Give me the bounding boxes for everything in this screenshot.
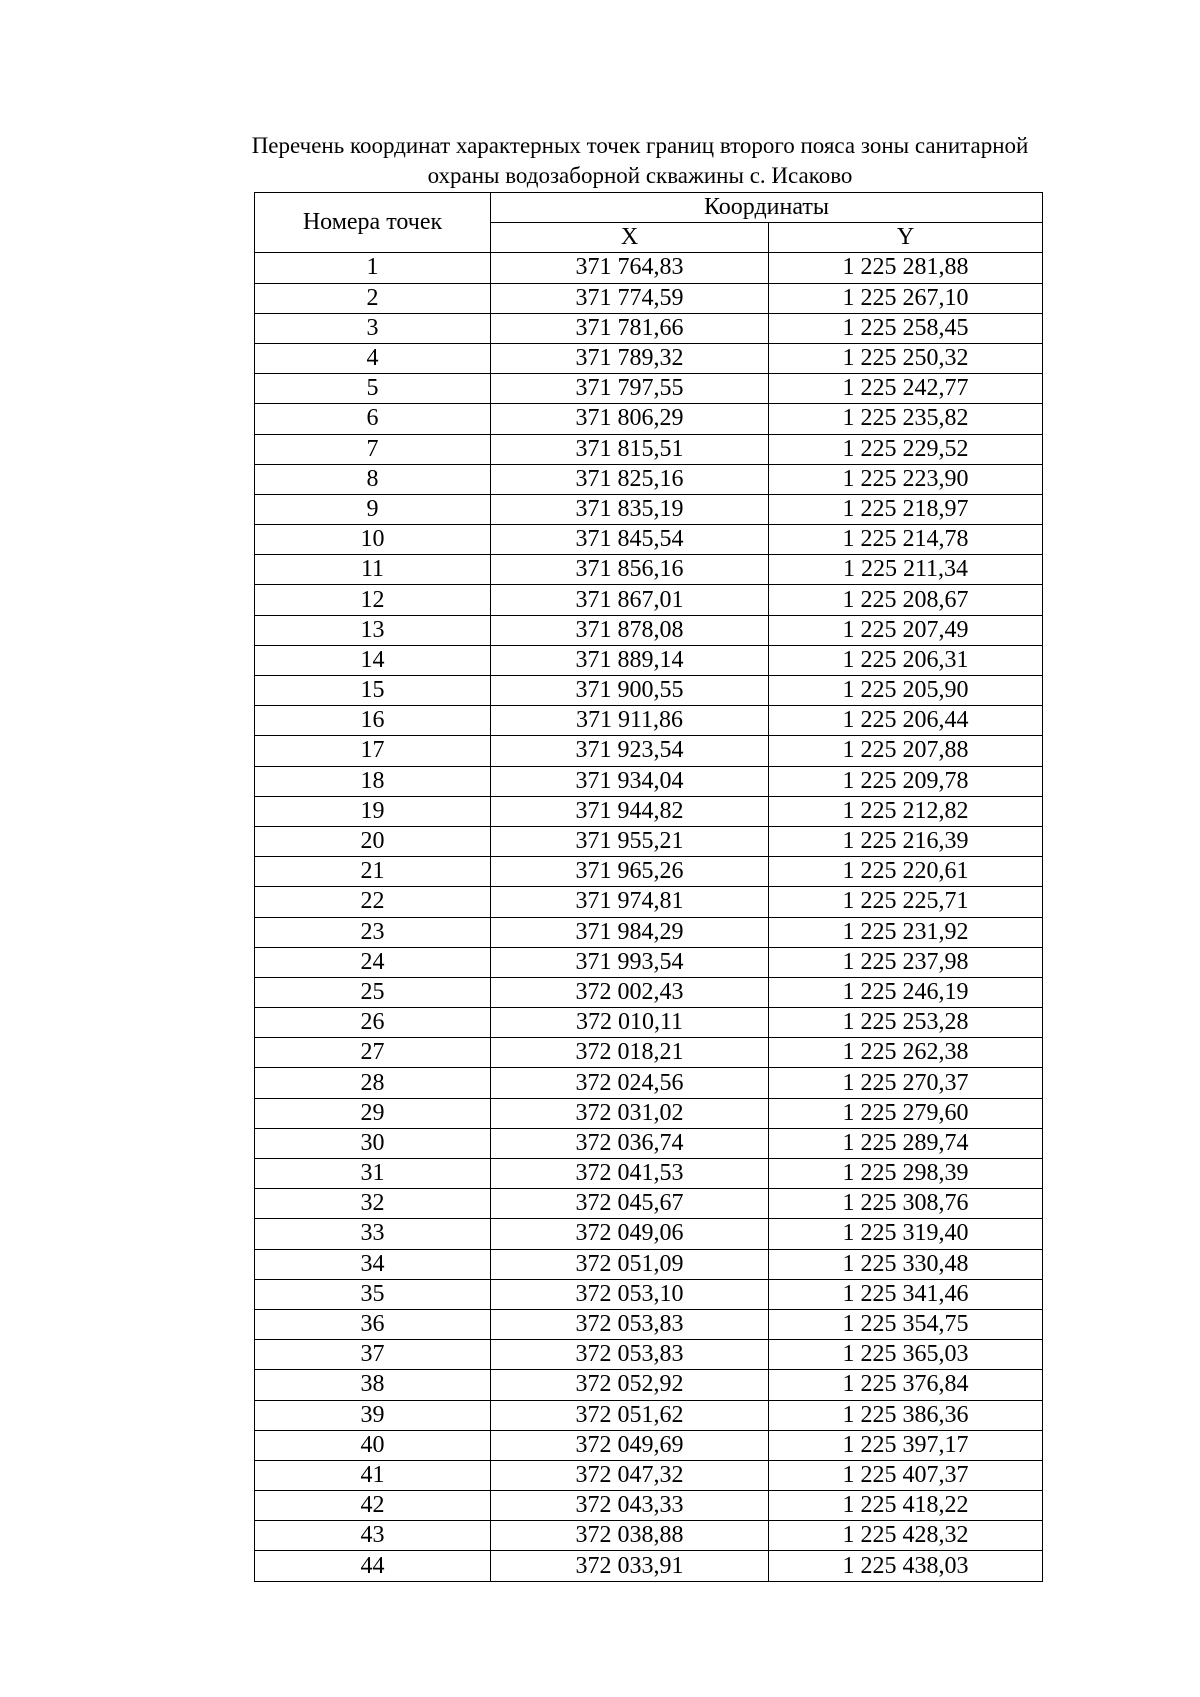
table-row [255,555,1043,585]
x-coordinate-cell: 372 038,88 [491,1521,769,1551]
table-row [255,1159,1043,1189]
y-coordinate-cell: 1 225 235,82 [769,404,1043,434]
x-coordinate-cell: 371 789,32 [491,343,769,373]
x-coordinate-cell: 371 944,82 [491,796,769,826]
y-coordinate-cell: 1 225 258,45 [769,313,1043,343]
point-number-cell: 19 [255,796,491,826]
y-coordinate-cell: 1 225 229,52 [769,434,1043,464]
table-row [255,464,1043,494]
point-number-cell: 5 [255,374,491,404]
point-number-cell: 32 [255,1189,491,1219]
point-number-cell: 39 [255,1400,491,1430]
y-coordinate-cell: 1 225 242,77 [769,374,1043,404]
point-number-cell: 4 [255,343,491,373]
y-coordinate-cell: 1 225 267,10 [769,283,1043,313]
table-row [255,374,1043,404]
y-coordinate-cell: 1 225 281,88 [769,253,1043,283]
x-coordinate-cell: 371 815,51 [491,434,769,464]
x-coordinate-cell: 371 856,16 [491,555,769,585]
table-row [255,1430,1043,1460]
table-header [255,193,1043,253]
point-number-cell: 17 [255,736,491,766]
y-coordinate-cell: 1 225 218,97 [769,494,1043,524]
table-row [255,645,1043,675]
y-coordinate-cell: 1 225 209,78 [769,766,1043,796]
point-number-cell: 25 [255,977,491,1007]
point-number-cell: 44 [255,1551,491,1581]
x-coordinate-cell: 371 867,01 [491,585,769,615]
y-coordinate-cell: 1 225 237,98 [769,947,1043,977]
header-point-numbers: Номера точек [255,193,491,253]
y-coordinate-cell: 1 225 223,90 [769,464,1043,494]
x-coordinate-cell: 371 889,14 [491,645,769,675]
point-number-cell: 41 [255,1460,491,1490]
point-number-cell: 29 [255,1098,491,1128]
table-row [255,615,1043,645]
x-coordinate-cell: 372 043,33 [491,1491,769,1521]
table-row [255,1279,1043,1309]
y-coordinate-cell: 1 225 308,76 [769,1189,1043,1219]
table-row [255,977,1043,1007]
point-number-cell: 24 [255,947,491,977]
point-number-cell: 9 [255,494,491,524]
point-number-cell: 23 [255,917,491,947]
point-number-cell: 13 [255,615,491,645]
table-body [255,253,1043,1581]
x-coordinate-cell: 372 041,53 [491,1159,769,1189]
y-coordinate-cell: 1 225 365,03 [769,1340,1043,1370]
y-coordinate-cell: 1 225 298,39 [769,1159,1043,1189]
y-coordinate-cell: 1 225 341,46 [769,1279,1043,1309]
y-coordinate-cell: 1 225 407,37 [769,1460,1043,1490]
point-number-cell: 31 [255,1159,491,1189]
x-coordinate-cell: 371 900,55 [491,676,769,706]
x-coordinate-cell: 372 053,10 [491,1279,769,1309]
document-title [180,131,1100,191]
x-coordinate-cell: 372 051,09 [491,1249,769,1279]
y-coordinate-cell: 1 225 205,90 [769,676,1043,706]
y-coordinate-cell: 1 225 279,60 [769,1098,1043,1128]
x-coordinate-cell: 371 835,19 [491,494,769,524]
table-row [255,1340,1043,1370]
table-row [255,253,1043,283]
point-number-cell: 35 [255,1279,491,1309]
y-coordinate-cell: 1 225 262,38 [769,1038,1043,1068]
table-row [255,1008,1043,1038]
table-row [255,706,1043,736]
x-coordinate-cell: 371 984,29 [491,917,769,947]
table-row [255,917,1043,947]
point-number-cell: 36 [255,1309,491,1339]
x-coordinate-cell: 371 774,59 [491,283,769,313]
table-row [255,1491,1043,1521]
point-number-cell: 37 [255,1340,491,1370]
point-number-cell: 22 [255,887,491,917]
x-coordinate-cell: 372 047,32 [491,1460,769,1490]
y-coordinate-cell: 1 225 206,44 [769,706,1043,736]
x-coordinate-cell: 371 993,54 [491,947,769,977]
y-coordinate-cell: 1 225 330,48 [769,1249,1043,1279]
table-row [255,887,1043,917]
title-line-1: Перечень координат характерных точек границ второго пояса зоны санитарной [251,133,1029,158]
y-coordinate-cell: 1 225 250,32 [769,343,1043,373]
x-coordinate-cell: 372 010,11 [491,1008,769,1038]
table-row [255,857,1043,887]
table-row [255,283,1043,313]
header-coordinates: Координаты [491,193,1043,223]
x-coordinate-cell: 372 049,06 [491,1219,769,1249]
x-coordinate-cell: 372 049,69 [491,1430,769,1460]
x-coordinate-cell: 371 934,04 [491,766,769,796]
y-coordinate-cell: 1 225 376,84 [769,1370,1043,1400]
table-row [255,766,1043,796]
y-coordinate-cell: 1 225 253,28 [769,1008,1043,1038]
point-number-cell: 26 [255,1008,491,1038]
table-row [255,1098,1043,1128]
table-row [255,1400,1043,1430]
x-coordinate-cell: 372 052,92 [491,1370,769,1400]
x-coordinate-cell: 371 911,86 [491,706,769,736]
x-coordinate-cell: 372 053,83 [491,1309,769,1339]
x-coordinate-cell: 371 797,55 [491,374,769,404]
point-number-cell: 27 [255,1038,491,1068]
y-coordinate-cell: 1 225 207,88 [769,736,1043,766]
x-coordinate-cell: 371 781,66 [491,313,769,343]
x-coordinate-cell: 372 051,62 [491,1400,769,1430]
table-row [255,1551,1043,1581]
x-coordinate-cell: 371 965,26 [491,857,769,887]
x-coordinate-cell: 372 024,56 [491,1068,769,1098]
table-row [255,676,1043,706]
point-number-cell: 6 [255,404,491,434]
table-row [255,1189,1043,1219]
y-coordinate-cell: 1 225 397,17 [769,1430,1043,1460]
y-coordinate-cell: 1 225 211,34 [769,555,1043,585]
y-coordinate-cell: 1 225 216,39 [769,826,1043,856]
x-coordinate-cell: 371 845,54 [491,525,769,555]
x-coordinate-cell: 371 955,21 [491,826,769,856]
y-coordinate-cell: 1 225 206,31 [769,645,1043,675]
y-coordinate-cell: 1 225 225,71 [769,887,1043,917]
point-number-cell: 34 [255,1249,491,1279]
y-coordinate-cell: 1 225 354,75 [769,1309,1043,1339]
point-number-cell: 16 [255,706,491,736]
point-number-cell: 12 [255,585,491,615]
y-coordinate-cell: 1 225 289,74 [769,1128,1043,1158]
table-row [255,1309,1043,1339]
point-number-cell: 28 [255,1068,491,1098]
table-row [255,1370,1043,1400]
table-row [255,1249,1043,1279]
point-number-cell: 43 [255,1521,491,1551]
table-row [255,1460,1043,1490]
point-number-cell: 2 [255,283,491,313]
table-row [255,796,1043,826]
y-coordinate-cell: 1 225 220,61 [769,857,1043,887]
x-coordinate-cell: 371 923,54 [491,736,769,766]
point-number-cell: 18 [255,766,491,796]
point-number-cell: 42 [255,1491,491,1521]
y-coordinate-cell: 1 225 246,19 [769,977,1043,1007]
x-coordinate-cell: 372 018,21 [491,1038,769,1068]
y-coordinate-cell: 1 225 418,22 [769,1491,1043,1521]
table-row [255,494,1043,524]
y-coordinate-cell: 1 225 214,78 [769,525,1043,555]
point-number-cell: 30 [255,1128,491,1158]
header-row [255,193,1043,223]
point-number-cell: 14 [255,645,491,675]
title-line-2: охраны водозаборной скважины с. Исаково [427,163,853,188]
y-coordinate-cell: 1 225 270,37 [769,1068,1043,1098]
point-number-cell: 7 [255,434,491,464]
y-coordinate-cell: 1 225 386,36 [769,1400,1043,1430]
table-row [255,1128,1043,1158]
x-coordinate-cell: 372 045,67 [491,1189,769,1219]
header-x: X [491,223,769,253]
table-row [255,404,1043,434]
point-number-cell: 33 [255,1219,491,1249]
point-number-cell: 1 [255,253,491,283]
y-coordinate-cell: 1 225 207,49 [769,615,1043,645]
point-number-cell: 20 [255,826,491,856]
table-row [255,585,1043,615]
point-number-cell: 11 [255,555,491,585]
y-coordinate-cell: 1 225 231,92 [769,917,1043,947]
x-coordinate-cell: 372 053,83 [491,1340,769,1370]
table-row [255,525,1043,555]
coordinates-table [254,192,1043,1582]
table-row [255,736,1043,766]
table-row [255,1521,1043,1551]
x-coordinate-cell: 371 974,81 [491,887,769,917]
x-coordinate-cell: 371 764,83 [491,253,769,283]
table-row [255,1068,1043,1098]
y-coordinate-cell: 1 225 212,82 [769,796,1043,826]
table-row [255,947,1043,977]
point-number-cell: 21 [255,857,491,887]
point-number-cell: 15 [255,676,491,706]
table-row [255,313,1043,343]
x-coordinate-cell: 372 031,02 [491,1098,769,1128]
table-row [255,826,1043,856]
x-coordinate-cell: 371 825,16 [491,464,769,494]
y-coordinate-cell: 1 225 319,40 [769,1219,1043,1249]
point-number-cell: 38 [255,1370,491,1400]
table-row [255,434,1043,464]
y-coordinate-cell: 1 225 438,03 [769,1551,1043,1581]
table-row [255,1038,1043,1068]
point-number-cell: 40 [255,1430,491,1460]
x-coordinate-cell: 371 806,29 [491,404,769,434]
table-row [255,1219,1043,1249]
x-coordinate-cell: 371 878,08 [491,615,769,645]
table-row [255,343,1043,373]
x-coordinate-cell: 372 002,43 [491,977,769,1007]
x-coordinate-cell: 372 036,74 [491,1128,769,1158]
point-number-cell: 10 [255,525,491,555]
x-coordinate-cell: 372 033,91 [491,1551,769,1581]
y-coordinate-cell: 1 225 208,67 [769,585,1043,615]
y-coordinate-cell: 1 225 428,32 [769,1521,1043,1551]
point-number-cell: 8 [255,464,491,494]
point-number-cell: 3 [255,313,491,343]
header-y: Y [769,223,1043,253]
